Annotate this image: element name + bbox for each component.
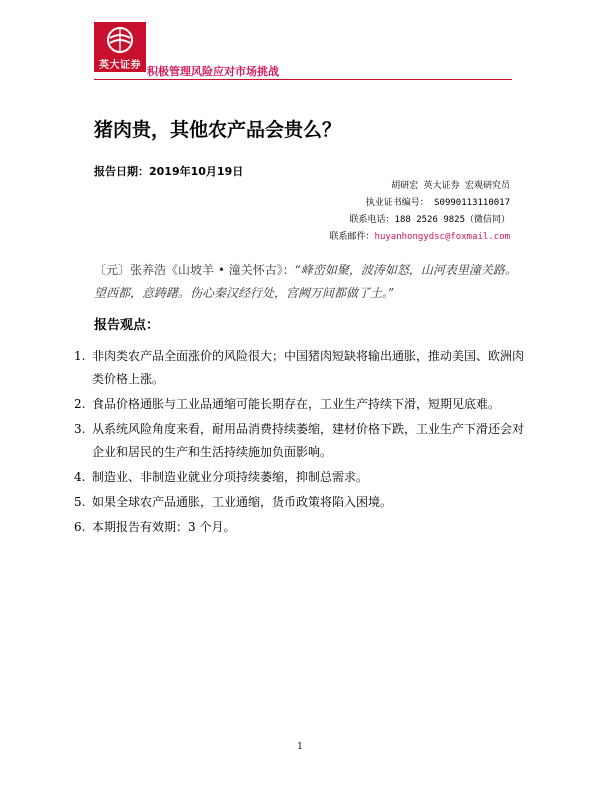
- list-item-number: 1.: [74, 349, 86, 363]
- list-item: [74, 466, 524, 489]
- list-item: [74, 345, 524, 391]
- logo-emblem-icon: [106, 26, 134, 54]
- header-divider: [94, 79, 512, 80]
- list-item-number: 5.: [74, 495, 86, 509]
- quote-source: 〔元〕张养浩《山坡羊 • 潼关怀古》：: [94, 263, 295, 277]
- list-item-text: 非肉类农产品全面涨价的风险很大；中国猪肉短缺将输出通胀，推动美国、欧洲肉类价格上涨。: [92, 349, 525, 386]
- list-item-text: 制造业、非制造业就业分项持续萎缩，抑制总需求。: [92, 470, 369, 484]
- logo-text: 英大证券: [99, 60, 141, 71]
- author-email-label: 联系邮件：: [329, 232, 375, 242]
- company-logo: [94, 22, 146, 72]
- author-info: [330, 178, 510, 246]
- list-item-number: 4.: [74, 470, 86, 484]
- author-name-line: 胡研宏 英大证券 宏观研究员: [391, 181, 510, 191]
- list-item-text: 本期报告有效期：3 个月。: [92, 520, 236, 534]
- list-item: [74, 516, 524, 539]
- author-phone: 联系电话：188 2526 9825（微信同）: [349, 215, 510, 225]
- list-item-text: 如果全球农产品通胀，工业通缩，货币政策将陷入困境。: [92, 495, 393, 509]
- header-slogan: 积极管理风险应对市场挑战: [147, 65, 279, 78]
- report-points-list: [74, 345, 524, 541]
- author-cert: 执业证书编号： S0990113110017: [365, 198, 510, 208]
- list-item-number: 3.: [74, 422, 86, 436]
- list-item-number: 2.: [74, 397, 86, 411]
- list-item-text: 食品价格通胀与工业品通缩可能长期存在，工业生产持续下滑，短期见底难。: [92, 397, 501, 411]
- list-item-text: 从系统风险角度来看，耐用品消费持续萎缩，建材价格下跌，工业生产下滑还会对企业和居民的生产和生活持续施加负面影响。: [92, 422, 525, 459]
- quote-body: “峰峦如聚，波涛如怒，山河表里潼关路。望西都，意踌躇。伤心秦汉经行处，宫阙万间都做了土。”: [94, 263, 517, 300]
- views-heading: 报告观点：: [94, 318, 160, 333]
- report-date: 报告日期：2019年10月19日: [94, 165, 244, 178]
- list-item: [74, 418, 524, 464]
- list-item-number: 6.: [74, 520, 86, 534]
- page-number: 1: [297, 742, 303, 752]
- epigraph-quote: [94, 259, 524, 305]
- author-email[interactable]: huyanhongydsc@foxmail.com: [374, 232, 510, 242]
- list-item: [74, 491, 524, 514]
- list-item: [74, 393, 524, 416]
- report-title: 猪肉贵，其他农产品会贵么？: [94, 119, 342, 141]
- author-email-line: [330, 229, 510, 246]
